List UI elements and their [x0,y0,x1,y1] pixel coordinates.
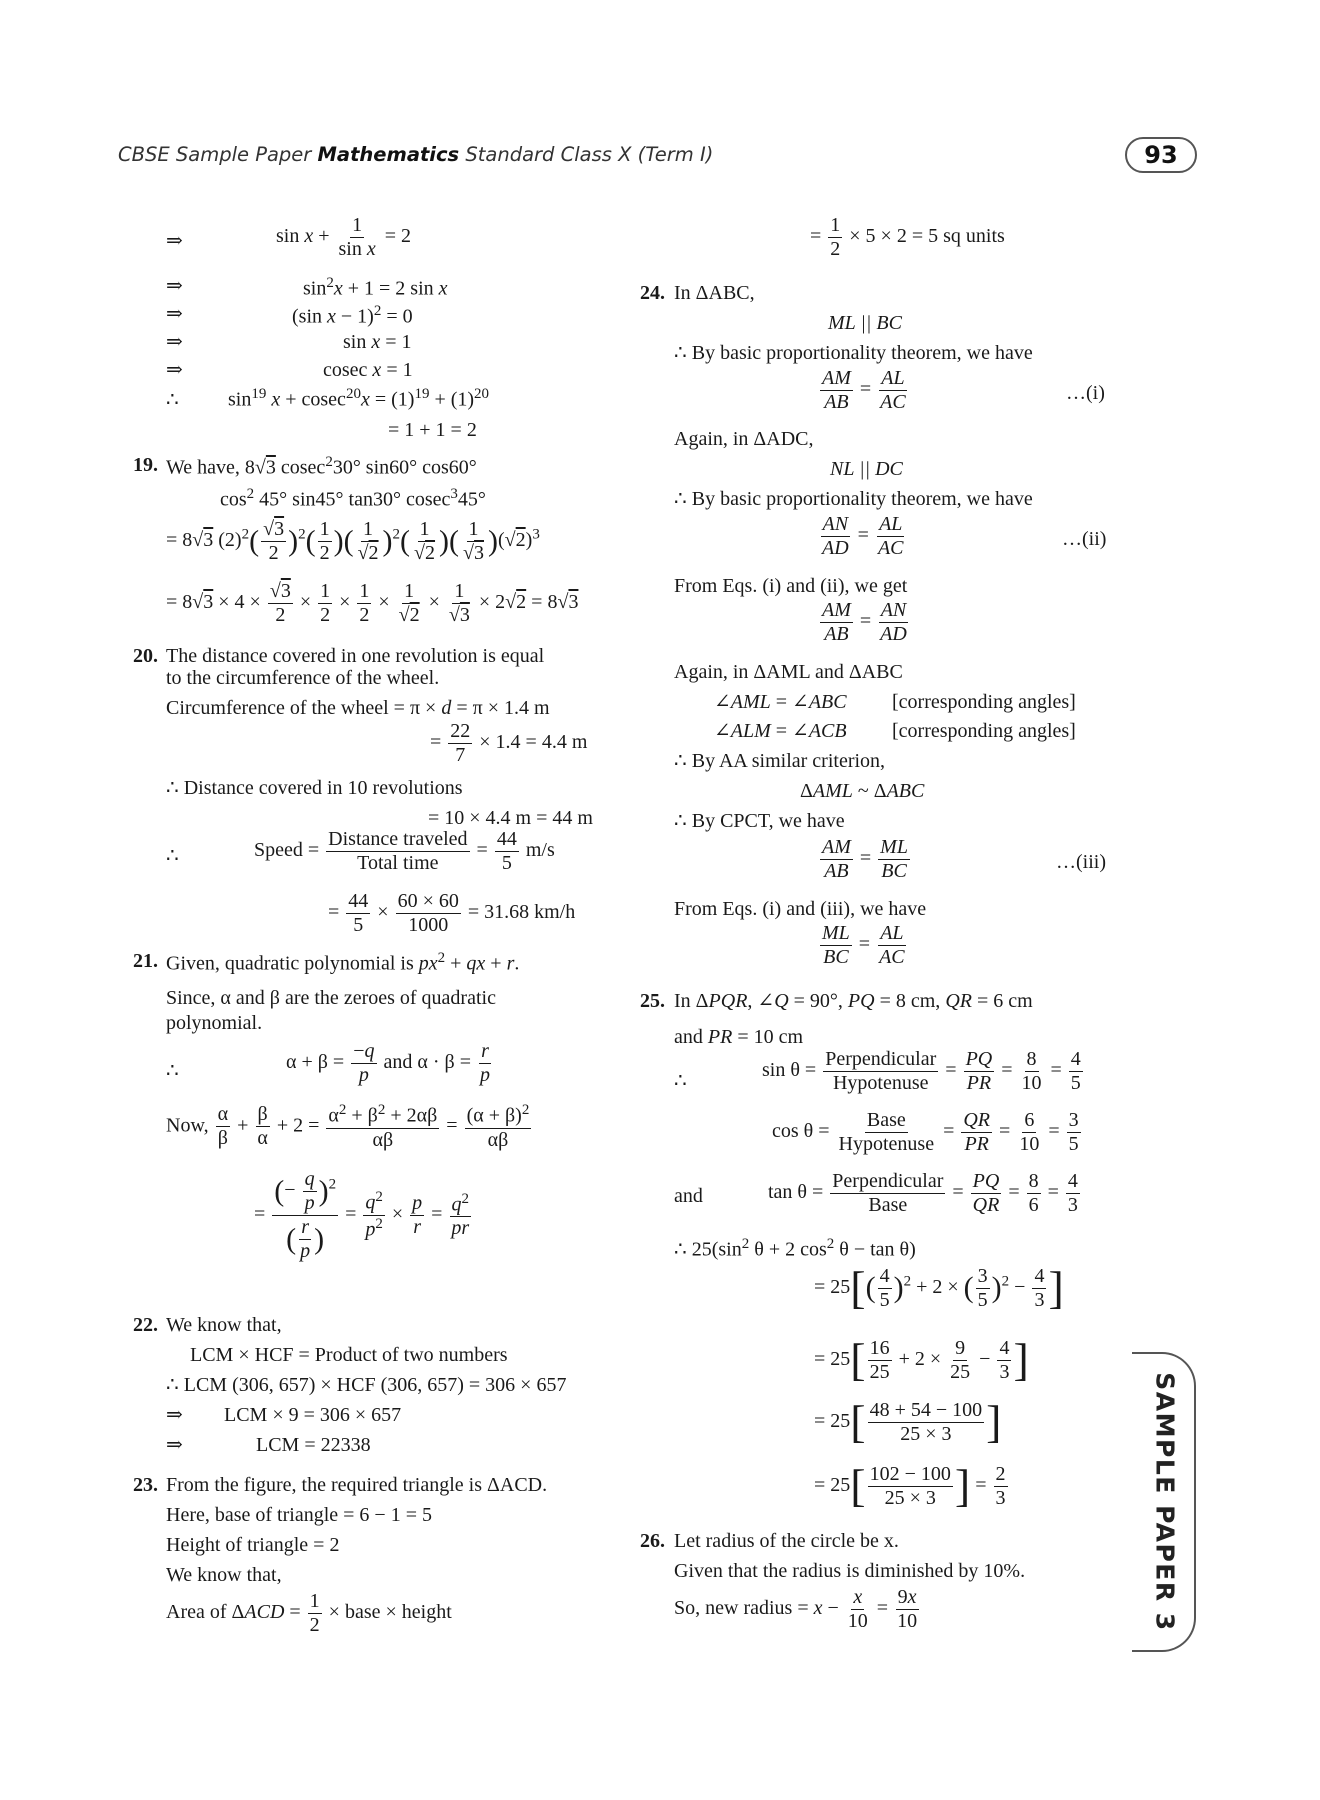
math-line: Now, $\frac{\alpha}{\beta}$ + $\frac{\beta}{\alpha}$ + 2 = $\frac{\alpha^2 + \beta^2 + 2\alpha\beta}{\alpha\beta}$ = $\frac{(\alpha + \beta)^2}{\alpha\beta}$ [166,1102,530,1151]
math-line: $\sin^2x + 1 = 2$ sin x [303,275,448,300]
math-line: = 1 + 1 = 2 [388,419,477,441]
math-line: sin x = 1 [343,331,412,353]
math-line: = $\frac{22}{7}$ × 1.4 = 4.4 m [430,720,588,766]
math-line: $\frac{AM}{AB}$ = $\frac{AN}{AD}$ [822,599,907,645]
math-line: tan θ = Perpendicular Base = $\frac{PQ}{QR}$ = $\frac{8}{6}$ = $\frac{4}{3}$ [768,1170,1078,1216]
math-line: and PR = 10 cm [674,1026,804,1048]
math-line: sin x + $\frac{1}{\text{sin x}}$ = 2 [276,214,412,260]
math-line: cos θ = Base Hypotenuse = $\frac{QR}{PR}$ = $\frac{6}{10}$ = $\frac{3}{5}$ [772,1109,1079,1155]
math-line: In ΔPQR, ∠Q = 90°, PQ = 8 cm, QR = 6 cm [674,990,1033,1012]
math-line: ∴ By basic proportionality theorem, we have [674,488,1033,510]
math-line: ∴ Distance covered in 10 revolutions [166,777,463,799]
math-line: Area of ΔACD = $\frac{1}{2}$ × base × height [166,1590,452,1636]
math-line: sin θ = Perpendicular Hypotenuse = $\frac{PQ}{PR}$ = $\frac{8}{10}$ = $\frac{4}{5}$ [762,1048,1081,1094]
math-line: = (− $\frac{q}{p}$ )$^2$ ( $\frac{r}{p}$ ) = $\frac{q^2}{p^2}$ × $\frac{p}{r}$ = $\frac{q^2}{pr}$ [254,1168,470,1262]
running-header: CBSE Sample Paper Mathematics Standard Class X (Term I) [118,143,714,166]
math-line: = 25[ $\frac{48 + 54 - 100}{25 \times 3}$ ] [814,1396,1002,1447]
q23-result: = $\frac{1}{2}$ × 5 × 2 = 5 sq units [810,214,1005,260]
math-line: ∠AML = ∠ABC [714,691,847,713]
math-line: $\frac{AM}{AB}$ = $\frac{AL}{AC}$ [822,367,906,413]
math-line: $\cos^2 45^\circ$ sin45° tan30° cosec$^3$45° [220,486,486,511]
math-line: = 10 × 4.4 m = 44 m [428,807,593,829]
math-line: ∴ By basic proportionality theorem, we have [674,342,1033,364]
math-line: = 25[ $\frac{16}{25}$ + 2 × $\frac{9}{25}$ − $\frac{4}{3}$ ] [814,1334,1029,1385]
math-line: ΔAML ~ ΔABC [800,780,925,802]
math-line: We have, 8√3 cosec$^2$30° sin60° cos60° [166,454,477,479]
math-line: Circumference of the wheel = π × d = π × 1.4 m [166,697,550,719]
math-line: cosec x = 1 [323,359,413,381]
math-line: $\frac{AN}{AD}$ = $\frac{AL}{AC}$ [822,513,904,559]
math-line: ML || BC [828,312,902,334]
math-line: ∴ LCM (306, 657) × HCF (306, 657) = 306 × 657 [166,1374,567,1396]
math-line: ∠ALM = ∠ACB [714,720,847,742]
math-line: Speed = Distance traveled Total time = $\frac{44}{5}$ m/s [254,828,555,874]
math-line: $\sin^{19} x + cosec^{20}x = (1)^{19} + (1)^{20}$ [228,386,490,411]
math-line: $\frac{ML}{BC}$ = $\frac{AL}{AC}$ [822,922,905,968]
math-line: = $\frac{44}{5}$ × $\frac{60 \times 60}{1000}$ = 31.68 km/h [328,890,576,936]
math-line: = 8√3 × 4 × $\frac{√3}{2}$ × $\frac{1}{2}$ × $\frac{1}{2}$ × $\frac{1}{√2}$ × $\frac{1}{√3}$ × 2√2 = 8√3 [166,580,579,626]
math-line: = 25[ $\frac{102 - 100}{25 \times 3}$ ] = $\frac{2}{3}$ [814,1460,1006,1511]
math-line: (sin x − 1)$^2$ = 0 [292,303,413,328]
math-line: α + β = $\frac{-q}{p}$ and α · β = $\frac{r}{p}$ [286,1040,490,1086]
math-line: ∴ By AA similar criterion, [674,750,886,772]
math-line: ∴ $25(\sin^2$ θ + 2 $\cos^2 \theta - \tan \theta$) [674,1236,916,1261]
math-line: Given, quadratic polynomial is $px^2$ + qx + r. [166,950,520,975]
math-line: ∴ By CPCT, we have [674,810,845,832]
math-line: LCM = 22338 [256,1434,371,1456]
math-line: NL || DC [830,458,903,480]
side-tab-label: SAMPLE PAPER 3 [1150,1372,1180,1632]
math-line: So, new radius = x − $\frac{x}{10}$ = $\frac{9x}{10}$ [674,1586,918,1632]
math-line: LCM × 9 = 306 × 657 [224,1404,402,1426]
page-number: 93 [1125,137,1197,173]
math-line: $\frac{AM}{AB}$ = $\frac{ML}{BC}$ [822,836,908,882]
math-line: = 25[( $\frac{4}{5}$ )$^2$ + 2 × ( $\frac{3}{5}$ )$^2$ − $\frac{4}{3}$ ] [814,1262,1064,1313]
math-line: = 8√3 $(2)^2$( $\frac{√3}{2}$ )$^2$( $\frac{1}{2}$ )( $\frac{1}{√2}$ )$^2$( $\frac{1}{√2}$ )( $\frac{1}{√3}$ )$(√2)^3$ [166,518,540,564]
